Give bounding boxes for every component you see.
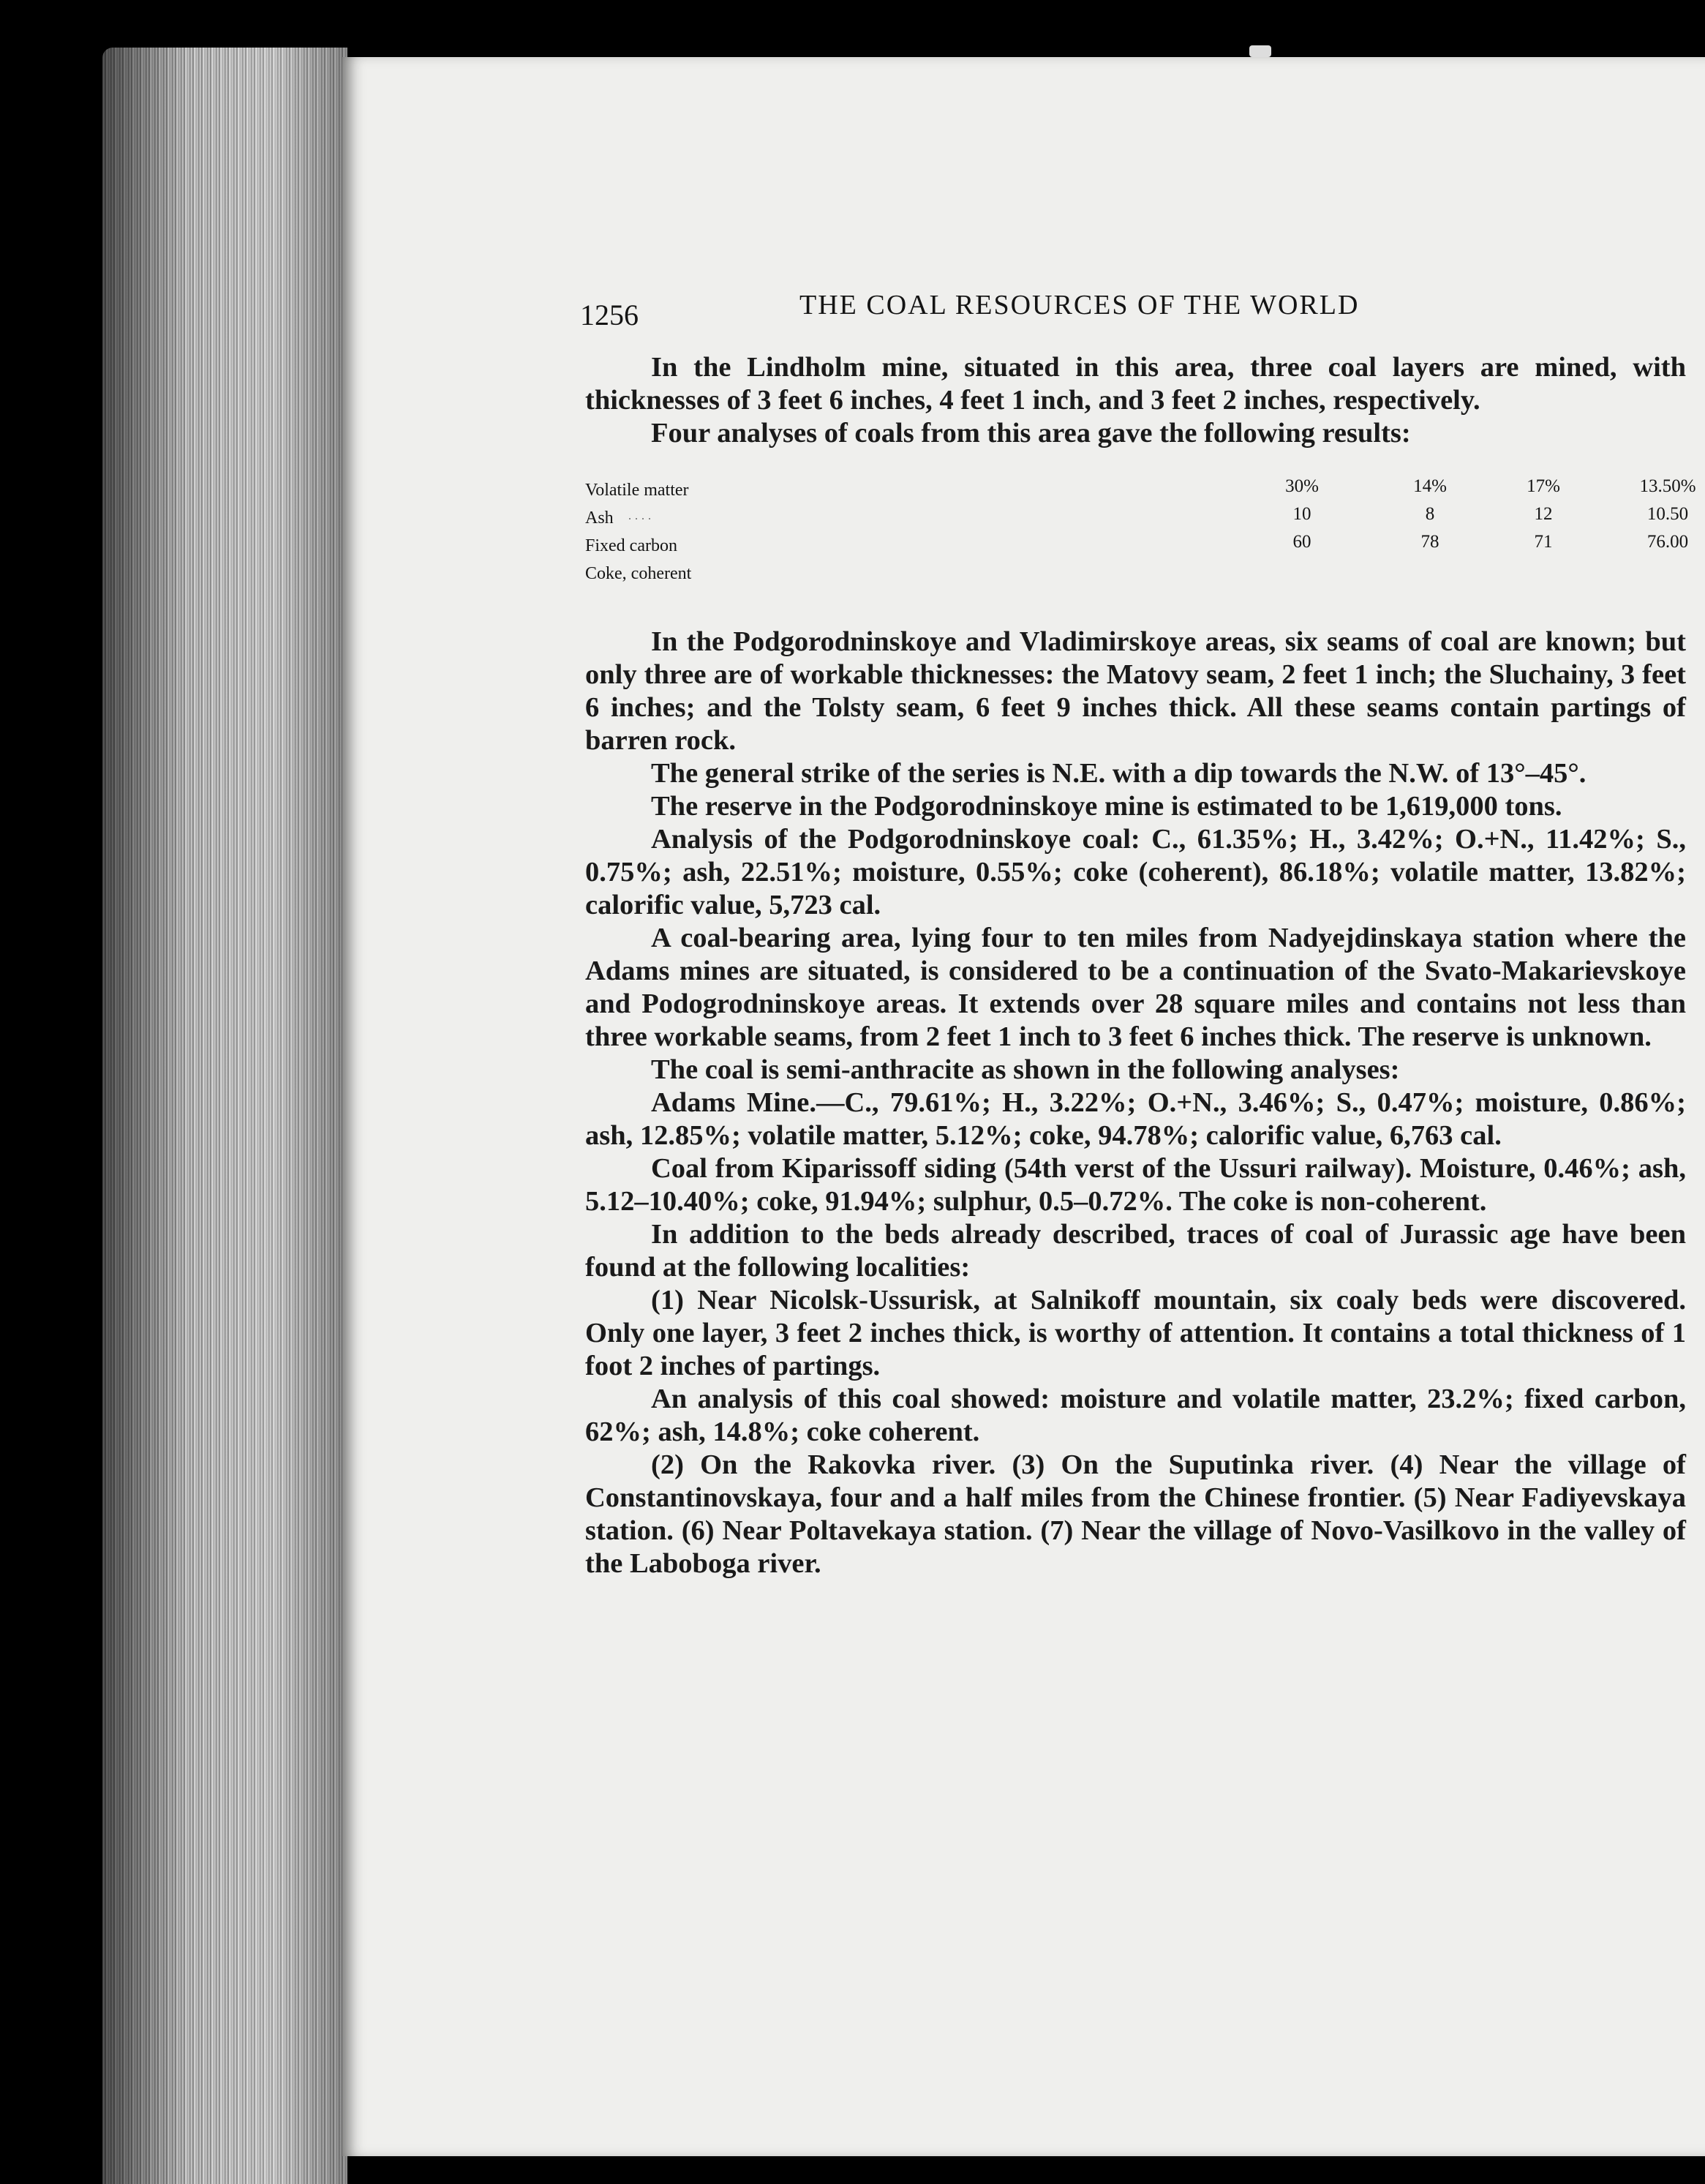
coal-analysis-table xyxy=(585,474,1696,585)
paragraph: Four analyses of coals from this area gave the following results: xyxy=(651,418,1411,449)
table-cell: 71 xyxy=(1534,532,1553,552)
table-cell: 10 xyxy=(1292,504,1311,524)
paragraph: The general strike of the series is N.E. with a dip towards the N.W. of 13°–45°. xyxy=(651,758,1587,789)
table-cell: 78 xyxy=(1420,532,1439,552)
leader-dots xyxy=(629,518,651,519)
table-cell: 13.50% xyxy=(1639,476,1696,496)
table-cell: 8 xyxy=(1425,504,1435,524)
table-row xyxy=(585,558,1682,585)
row-label: Volatile matter xyxy=(585,481,689,500)
table-cell: 12 xyxy=(1534,504,1553,524)
table-row xyxy=(585,474,1696,502)
paragraph: (1) Near Nicolsk-Ussurisk, at Salnikoff mountain, six coaly beds were discovered. Only one layer, 3 feet 2 inches thick, is worthy of attention. It contains a total thickness of 1 foot 2 inches of partings. xyxy=(585,1285,1686,1381)
table-cell: 17% xyxy=(1527,476,1560,496)
paragraph: In the Lindholm mine, situated in this area, three coal layers are mined, with thicknesses of 3 feet 6 inches, 4 feet 1 inch, and 3 feet 2 inches, respectively. xyxy=(585,352,1686,416)
main-text xyxy=(585,626,1686,1580)
table-cell: 60 xyxy=(1292,532,1311,552)
row-label: Coke, coherent xyxy=(585,564,692,583)
table-cell: 14% xyxy=(1413,476,1447,496)
paragraph: In the Podgorodninskoye and Vladimirskoye areas, six seams of coal are known; but only three are of workable thicknesses: the Matovy seam, 2 feet 1 inch; the Sluchainy, 3 feet 6 inches; and the Tolsty seam, 6 feet 9 inches thick. All these seams contain partings of barren rock. xyxy=(585,626,1686,756)
paragraph: (2) On the Rakovka river. (3) On the Suputinka river. (4) Near the village of Constantinovskaya, four and a half miles from the Chinese frontier. (5) Near Fadiyevskaya station. (6) Near Poltavekaya station. (7) Near the village of Novo-Vasilkovo in the valley of the Laboboga river. xyxy=(585,1449,1686,1579)
paragraph: In addition to the beds already described, traces of coal of Jurassic age have been found at the following localities: xyxy=(585,1219,1686,1283)
page-header xyxy=(580,289,1414,333)
table-row xyxy=(585,502,1689,530)
book-page-edges xyxy=(102,48,347,2184)
table-cell: 30% xyxy=(1285,476,1319,496)
row-label: Fixed carbon xyxy=(585,536,677,555)
paragraph: The reserve in the Podgorodninskoye mine is estimated to be 1,619,000 tons. xyxy=(651,791,1562,822)
paragraph: A coal-bearing area, lying four to ten miles from Nadyejdinskaya station where the Adams mines are situated, is considered to be a continuation of the Svato-Makarievskoye and Podogrodninskoye areas. It extends over 28 square miles and contains not less than three workable seams, from 2 feet 1 inch to 3 feet 6 inches thick. The reserve is unknown. xyxy=(585,923,1686,1052)
paragraph: An analysis of this coal showed: moisture and volatile matter, 23.2%; fixed carbon, 62%; ash, 14.8%; coke coherent. xyxy=(585,1384,1686,1447)
row-label: Ash xyxy=(585,509,614,528)
table-cell: 10.50 xyxy=(1646,504,1689,524)
intro-text xyxy=(585,351,1686,450)
paragraph: The coal is semi-anthracite as shown in the following analyses: xyxy=(651,1054,1400,1085)
paragraph: Analysis of the Podgorodninskoye coal: C., 61.35%; H., 3.42%; O.+N., 11.42%; S., 0.75%; ash, 22.51%; moisture, 0.55%; coke (coherent), 86.18%; volatile matter, 13.82%; calorific value, 5,723 cal. xyxy=(585,824,1686,920)
table-cell: 76.00 xyxy=(1646,532,1689,552)
scan-speck xyxy=(1249,45,1271,57)
table-row xyxy=(585,530,1689,558)
paragraph: Coal from Kiparissoff siding (54th verst of the Ussuri railway). Moisture, 0.46%; ash, 5.12–10.40%; coke, 91.94%; sulphur, 0.5–0.72%. The coke is non-coherent. xyxy=(585,1153,1686,1217)
page-number: 1256 xyxy=(580,299,639,331)
running-title: THE COAL RESOURCES OF THE WORLD xyxy=(799,290,1360,320)
paragraph: Adams Mine.—C., 79.61%; H., 3.22%; O.+N., 3.46%; S., 0.47%; moisture, 0.86%; ash, 12.85%; volatile matter, 5.12%; coke, 94.78%; calorific value, 6,763 cal. xyxy=(585,1087,1686,1151)
